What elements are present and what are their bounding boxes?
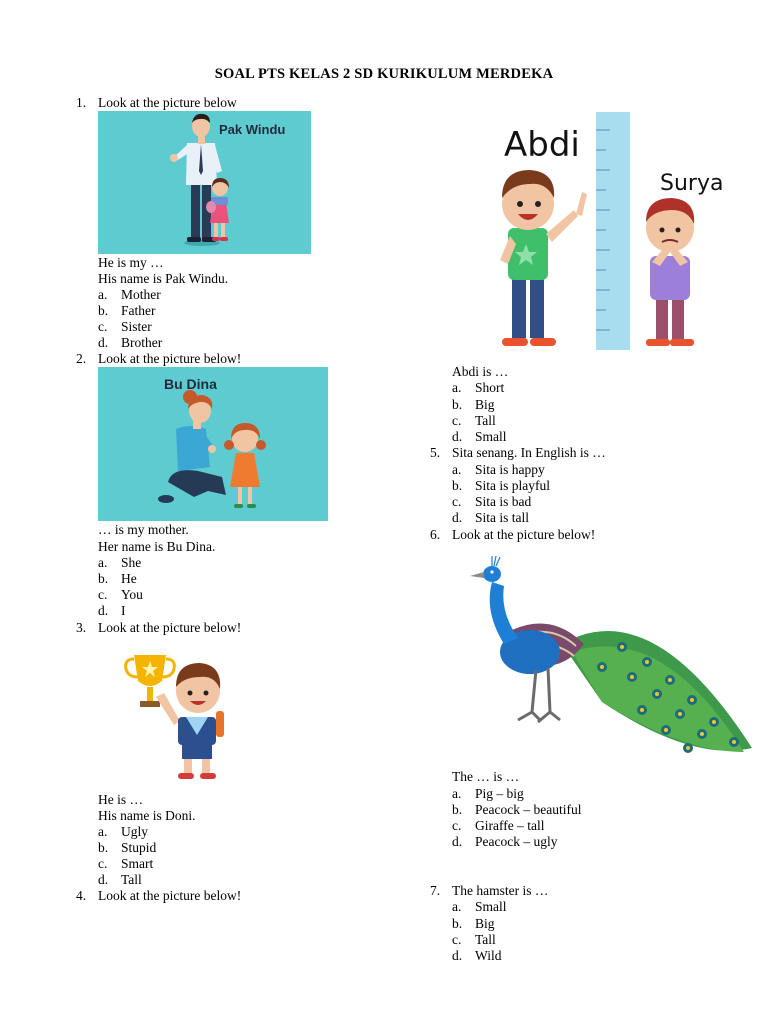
- picture-label: Bu Dina: [164, 376, 217, 392]
- question-number: 1.: [76, 95, 87, 110]
- label-surya: Surya: [660, 171, 724, 196]
- boy-with-trophy-picture: [122, 645, 237, 783]
- question-text-line: His name is Pak Windu.: [98, 271, 229, 286]
- height-comparison-picture: [490, 110, 760, 355]
- option-text: Wild: [475, 948, 502, 963]
- option-text: Mother: [121, 287, 161, 302]
- option-letter: a.: [98, 824, 108, 839]
- option-text: Tall: [475, 413, 496, 428]
- question-prompt: Look at the picture below: [98, 95, 237, 110]
- option-letter: d.: [98, 872, 109, 887]
- question-number: 6.: [430, 527, 441, 542]
- option-letter: d.: [98, 335, 109, 350]
- option-text: Brother: [121, 335, 163, 350]
- label-abdi: Abdi: [504, 125, 580, 165]
- option-letter: a.: [452, 899, 462, 914]
- option-text: Short: [475, 380, 505, 395]
- option-letter: b.: [452, 916, 463, 931]
- question-text-line: He is …: [98, 792, 143, 807]
- question-prompt: Sita senang. In English is …: [452, 445, 606, 460]
- option-letter: a.: [98, 287, 108, 302]
- peacock-picture: [452, 552, 758, 764]
- option-text: Small: [475, 429, 507, 444]
- option-text: Pig – big: [475, 786, 524, 801]
- option-text: Smart: [121, 856, 154, 871]
- option-letter: b.: [98, 571, 109, 586]
- option-text: Father: [121, 303, 156, 318]
- option-text: Peacock – ugly: [475, 834, 558, 849]
- question-text-line: His name is Doni.: [98, 808, 196, 823]
- option-letter: c.: [98, 587, 108, 602]
- option-letter: b.: [452, 397, 463, 412]
- mother-daughter-picture: [98, 367, 328, 521]
- option-text: Stupid: [121, 840, 157, 855]
- question-text-line: … is my mother.: [98, 522, 189, 537]
- option-text: Tall: [475, 932, 496, 947]
- option-text: Sita is playful: [475, 478, 550, 493]
- option-text: Tall: [121, 872, 142, 887]
- option-letter: d.: [452, 948, 463, 963]
- option-text: Big: [475, 397, 495, 412]
- option-text: Sita is bad: [475, 494, 532, 509]
- option-letter: b.: [98, 303, 109, 318]
- option-letter: d.: [452, 510, 463, 525]
- option-letter: d.: [452, 429, 463, 444]
- picture-label: Pak Windu: [219, 122, 286, 137]
- question-prompt: Look at the picture below!: [452, 527, 596, 542]
- question-number: 5.: [430, 445, 441, 460]
- option-text: Sita is tall: [475, 510, 529, 525]
- option-letter: a.: [452, 786, 462, 801]
- question-number: 3.: [76, 620, 87, 635]
- option-letter: c.: [452, 818, 462, 833]
- option-letter: c.: [98, 856, 108, 871]
- question-number: 2.: [76, 351, 87, 366]
- page-title: SOAL PTS KELAS 2 SD KURIKULUM MERDEKA: [214, 66, 554, 82]
- option-text: Sister: [121, 319, 152, 334]
- option-letter: c.: [452, 413, 462, 428]
- option-letter: c.: [452, 494, 462, 509]
- option-text: Sita is happy: [475, 462, 545, 477]
- option-text: Ugly: [121, 824, 148, 839]
- option-letter: b.: [452, 478, 463, 493]
- question-text-line: The … is …: [452, 769, 520, 784]
- question-prompt: Look at the picture below!: [98, 620, 242, 635]
- question-prompt: Look at the picture below!: [98, 888, 242, 903]
- question-number: 7.: [430, 883, 441, 898]
- question-prompt: The hamster is …: [452, 883, 549, 898]
- question-text-line: Her name is Bu Dina.: [98, 539, 216, 554]
- option-letter: b.: [452, 802, 463, 817]
- option-letter: d.: [452, 834, 463, 849]
- option-text: Big: [475, 916, 495, 931]
- option-letter: a.: [452, 380, 462, 395]
- option-letter: a.: [452, 462, 462, 477]
- question-text-line: Abdi is …: [452, 364, 509, 379]
- question-prompt: Look at the picture below!: [98, 351, 242, 366]
- question-text-line: He is my …: [98, 255, 164, 270]
- option-letter: a.: [98, 555, 108, 570]
- option-text: Peacock – beautiful: [475, 802, 582, 817]
- option-text: You: [121, 587, 143, 602]
- option-letter: c.: [98, 319, 108, 334]
- question-number: 4.: [76, 888, 87, 903]
- option-text: Giraffe – tall: [475, 818, 545, 833]
- option-text: He: [121, 571, 137, 586]
- option-text: She: [121, 555, 142, 570]
- option-text: Small: [475, 899, 507, 914]
- option-letter: c.: [452, 932, 462, 947]
- option-letter: d.: [98, 603, 109, 618]
- option-letter: b.: [98, 840, 109, 855]
- father-daughter-picture: [98, 111, 311, 254]
- option-text: I: [121, 603, 126, 618]
